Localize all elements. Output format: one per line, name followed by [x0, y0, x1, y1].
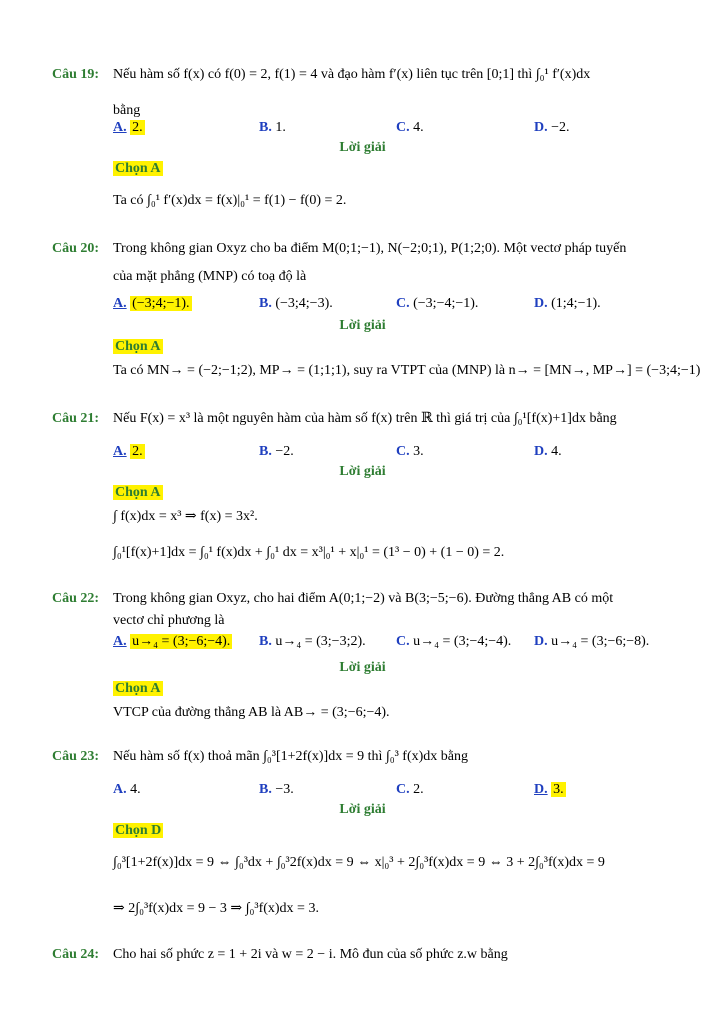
chosen-answer: Chọn A [115, 681, 161, 696]
question-number: Câu 19: [52, 67, 100, 82]
question-number: Câu 20: [52, 241, 100, 256]
option-b [259, 296, 333, 312]
option-letter: C. [396, 444, 410, 459]
option-text: 4. [130, 782, 141, 797]
option-letter: A. [113, 296, 127, 311]
option-b [259, 120, 286, 136]
option-letter: C. [396, 120, 410, 135]
option-text: 1. [275, 120, 286, 135]
chosen-answer: Chọn A [115, 161, 161, 176]
option-a [113, 296, 192, 312]
question-stem-line: bằng [113, 103, 141, 118]
option-text: u→₄ = (3;−6;−4). [132, 634, 231, 649]
solution-line: ∫₀³[1+2f(x)]dx = 9 ⇔ ∫₀³dx + ∫₀³2f(x)dx = 9 ⇔ x|₀³ + 2∫₀³f(x)dx = 9 ⇔ 3 + 2∫₀³f(x)dx = 9 [113, 855, 605, 870]
solution-title: Lời giải [339, 318, 386, 333]
solution-title: Lời giải [339, 464, 386, 479]
option-text: 2. [413, 782, 424, 797]
option-d [534, 296, 601, 312]
option-c [396, 296, 478, 312]
option-letter: C. [396, 634, 410, 649]
question-stem-line: Trong không gian Oxyz cho ba điểm M(0;1;−1), N(−2;0;1), P(1;2;0). Một vectơ pháp tuyến [113, 241, 627, 256]
solution-title: Lời giải [339, 660, 386, 675]
option-text: (−3;4;−1). [132, 296, 190, 311]
solution-line: ∫ f(x)dx = x³ ⇒ f(x) = 3x². [113, 509, 258, 524]
option-d [534, 634, 649, 650]
option-d [534, 120, 570, 136]
option-text: 3. [413, 444, 424, 459]
option-text: 4. [551, 444, 562, 459]
option-letter: D. [534, 444, 548, 459]
question-number: Câu 24: [52, 947, 100, 962]
option-letter: D. [534, 782, 548, 797]
option-letter: A. [113, 782, 127, 797]
solution-line: Ta có MN→ = (−2;−1;2), MP→ = (1;1;1), suy ra VTPT của (MNP) là n→ = [MN→, MP→] = (−3;4;−1) [113, 363, 701, 378]
option-b [259, 444, 294, 460]
option-letter: B. [259, 782, 272, 797]
chosen-answer: Chọn A [115, 339, 161, 354]
question-stem-line: Trong không gian Oxyz, cho hai điểm A(0;1;−2) và B(3;−5;−6). Đường thẳng AB có một [113, 591, 614, 606]
option-c [396, 120, 424, 136]
question-stem-line: Cho hai số phức z = 1 + 2i và w = 2 − i. Mô đun của số phức z.w bằng [113, 947, 508, 962]
option-text: (1;4;−1). [551, 296, 601, 311]
question-number: Câu 22: [52, 591, 100, 606]
option-text: −2. [551, 120, 570, 135]
option-text: u→₄ = (3;−3;2). [275, 634, 366, 649]
question-stem-line: Nếu F(x) = x³ là một nguyên hàm của hàm số f(x) trên ℝ thì giá trị của ∫₀¹[f(x)+1]dx bằng [113, 411, 617, 426]
solution-line: Ta có ∫₀¹ f′(x)dx = f(x)|₀¹ = f(1) − f(0) = 2. [113, 193, 347, 208]
option-a [113, 120, 145, 136]
option-a [113, 444, 145, 460]
option-text: −2. [275, 444, 294, 459]
option-a [113, 634, 232, 650]
question-stem-line: Nếu hàm số f(x) có f(0) = 2, f(1) = 4 và đạo hàm f′(x) liên tục trên [0;1] thì ∫₀¹ f′(x)dx [113, 67, 591, 82]
option-letter: B. [259, 444, 272, 459]
option-text: (−3;−4;−1). [413, 296, 479, 311]
solution-line: ⇒ 2∫₀³f(x)dx = 9 − 3 ⇒ ∫₀³f(x)dx = 3. [113, 901, 319, 916]
option-b [259, 634, 366, 650]
chosen-answer: Chọn A [115, 485, 161, 500]
option-letter: A. [113, 444, 127, 459]
chosen-answer: Chọn D [115, 823, 162, 838]
option-letter: B. [259, 296, 272, 311]
option-letter: B. [259, 120, 272, 135]
option-c [396, 782, 424, 798]
option-b [259, 782, 294, 798]
solution-line: ∫₀¹[f(x)+1]dx = ∫₀¹ f(x)dx + ∫₀¹ dx = x³|₀¹ + x|₀¹ = (1³ − 0) + (1 − 0) = 2. [113, 545, 505, 560]
option-c [396, 444, 424, 460]
option-letter: D. [534, 296, 548, 311]
option-text: 2. [132, 120, 143, 135]
question-stem-line: Nếu hàm số f(x) thoả mãn ∫₀³[1+2f(x)]dx = 9 thì ∫₀³ f(x)dx bằng [113, 749, 468, 764]
option-d [534, 444, 562, 460]
option-letter: C. [396, 782, 410, 797]
option-d [534, 782, 566, 798]
option-text: 3. [553, 782, 564, 797]
option-text: (−3;4;−3). [275, 296, 333, 311]
option-letter: D. [534, 634, 548, 649]
question-number: Câu 21: [52, 411, 100, 426]
question-stem-line: vectơ chỉ phương là [113, 613, 225, 628]
option-letter: B. [259, 634, 272, 649]
solution-title: Lời giải [339, 802, 386, 817]
option-text: 4. [413, 120, 424, 135]
question-stem-line: của mặt phẳng (MNP) có toạ độ là [113, 269, 307, 284]
option-a [113, 782, 141, 798]
question-number: Câu 23: [52, 749, 100, 764]
option-letter: A. [113, 120, 127, 135]
option-text: −3. [275, 782, 294, 797]
option-text: u→₄ = (3;−6;−8). [551, 634, 650, 649]
option-c [396, 634, 511, 650]
option-text: u→₄ = (3;−4;−4). [413, 634, 512, 649]
option-letter: C. [396, 296, 410, 311]
solution-title: Lời giải [339, 140, 386, 155]
option-letter: D. [534, 120, 548, 135]
solution-line: VTCP của đường thẳng AB là AB→ = (3;−6;−4). [113, 705, 390, 720]
option-letter: A. [113, 634, 127, 649]
option-text: 2. [132, 444, 143, 459]
